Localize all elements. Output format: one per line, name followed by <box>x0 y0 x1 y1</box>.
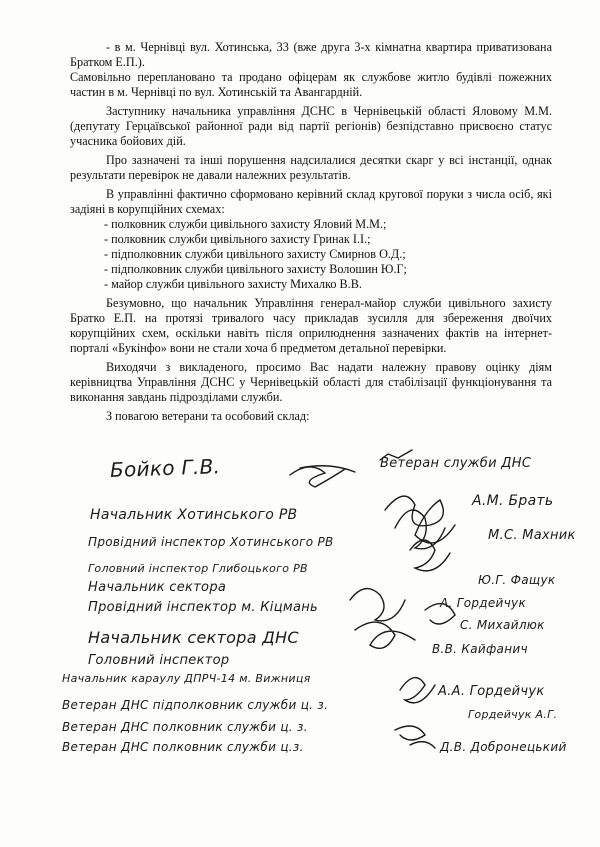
paragraph-head-of-department: Безумовно, що начальник Управління генерал-майор служби цивільного захисту Братко Е.П. на протязі тривалого часу прикладав зусилля для збереження двоїчих корупційних схем, оскільки навіть після оприлюднення зазначених фактів на інтернет-порталі «Букінфо» вони не стали хоча б предметом детальної перевірки. <box>70 296 552 355</box>
signatures-area <box>0 440 600 770</box>
paragraph-deputy: Заступнику начальника управління ДСНС в Чернівецькій області Яловому М.М. (депутату Герцаївської районної ради від партії регіонів) безпідставно присвоєно статус учасника бойових дій. <box>70 104 552 148</box>
paragraph-address: - в м. Чернівці вул. Хотинська, 33 (вже друга 3-х кімнатна квартира приватизована Братком Е.П.). <box>70 40 552 69</box>
handwritten-line: Ветеран служби ДНС <box>380 456 532 471</box>
handwritten-line: Начальник Хотинського РВ <box>90 507 298 523</box>
handwritten-line: Головний інспектор Глибоцького РВ <box>88 562 308 575</box>
letter-body <box>70 40 552 424</box>
list-item: - підполковник служби цивільного захисту Волошин Ю.Г; <box>104 262 407 276</box>
handwritten-line: Провідний інспектор Хотинського РВ <box>88 535 334 549</box>
handwritten-signer: Ю.Г. Фащук <box>478 573 556 587</box>
handwritten-signer: С. Михайлюк <box>460 618 545 632</box>
list-item: - майор служби цивільного захисту Михалко В.В. <box>104 277 362 291</box>
list-item: - полковник служби цивільного захисту Гринак І.І.; <box>104 232 371 246</box>
handwritten-line: Начальник караулу ДПРЧ-14 м. Вижниця <box>62 672 311 685</box>
handwritten-line: Бойко Г.В. <box>109 454 221 482</box>
handwritten-line: Начальник сектора <box>88 580 227 595</box>
handwritten-line: Ветеран ДНС підполковник служби ц. з. <box>62 698 329 712</box>
handwritten-signer: В.В. Кайфанич <box>432 642 528 656</box>
handwritten-signer: Гордейчук А.Г. <box>468 708 558 721</box>
paragraph-management: В управлінні фактично сформовано керівний склад кругової поруки з числа осіб, які задіяні в корупційних схемах: <box>70 187 552 216</box>
handwritten-signer: А.А. Гордейчук <box>438 684 545 699</box>
paragraph-complaints: Про зазначені та інші порушення надсилалися десятки скарг у всі інстанції, однак результати перевірок не давали належних результатів. <box>70 153 552 182</box>
paragraph-fire-stations: Самовільно переплановано та продано офіцерам як службове житло будівлі пожежних частин в м. Чернівці по вул. Хотинській та Авангардній. <box>70 70 552 99</box>
handwritten-line: Головний інспектор <box>88 653 230 668</box>
handwritten-line: Ветеран ДНС полковник служби ц. з. <box>62 720 308 734</box>
handwritten-signer: Д.В. Добронецький <box>440 740 567 754</box>
handwritten-line: Ветеран ДНС полковник служби ц.з. <box>62 740 304 754</box>
list-item: - полковник служби цивільного захисту Яловий М.М.; <box>104 217 387 231</box>
paragraph-request: Виходячи з викладеного, просимо Вас надати належну правову оцінку діям керівництва Управління ДСНС у Чернівецькій області для стабілізації функціонування та виконання завдань підрозділами служби. <box>70 360 552 404</box>
handwritten-line: Провідний інспектор м. Кіцмань <box>88 600 318 615</box>
handwritten-signer: А. Гордейчук <box>440 596 527 610</box>
handwritten-signer: М.С. Махник <box>488 528 576 543</box>
list-item: - підполковник служби цивільного захисту Смирнов О.Д.; <box>104 247 406 261</box>
closing-line: З повагою ветерани та особовий склад: <box>106 409 310 423</box>
handwritten-signer: А.М. Брать <box>472 493 554 509</box>
handwritten-line: Начальник сектора ДНС <box>88 628 299 647</box>
